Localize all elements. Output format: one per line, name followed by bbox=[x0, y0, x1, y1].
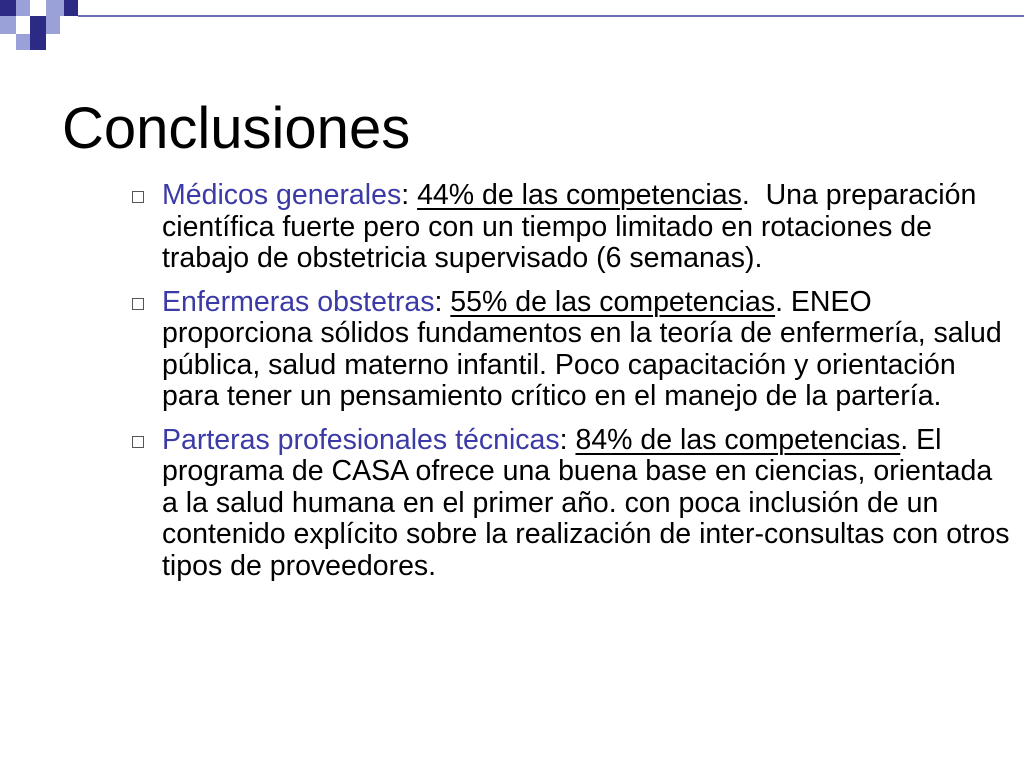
bullet-stat: 44% de las competencias bbox=[417, 179, 742, 211]
bullet-stat-end: . bbox=[741, 179, 750, 211]
bullet-enfermeras bbox=[130, 287, 1010, 413]
bullet-stat: 55% de las competencias bbox=[450, 285, 776, 318]
slide-title: Conclusiones bbox=[62, 96, 411, 161]
square-bullet-icon bbox=[132, 298, 144, 310]
bullet-text: Una preparación científica fuerte pero con un tiempo limitado en rotaciones de trabajo de obstetricia supervisado (6 semanas). bbox=[162, 179, 985, 274]
decor-square-4 bbox=[64, 0, 78, 16]
decor-square-2 bbox=[16, 0, 30, 16]
bullet-parteras bbox=[130, 425, 1010, 583]
decor-square-9 bbox=[30, 34, 46, 50]
bullet-label: Enfermeras obstetras bbox=[162, 285, 435, 318]
bullet-medicos bbox=[130, 180, 1010, 275]
decor-square-1 bbox=[0, 0, 16, 16]
decor-square-3 bbox=[46, 0, 64, 16]
bullet-stat: 84% de las competencias bbox=[575, 423, 901, 456]
decor-square-7 bbox=[46, 16, 60, 34]
square-bullet-icon bbox=[132, 191, 144, 203]
decor-square-6 bbox=[30, 16, 46, 34]
square-bullet-icon bbox=[132, 436, 144, 448]
bullet-stat-end: . bbox=[775, 285, 783, 318]
bullet-separator: : bbox=[559, 423, 576, 456]
decor-square-5 bbox=[0, 16, 16, 34]
decor-square-8 bbox=[16, 34, 30, 50]
bullet-text: ENEO proporciona sólidos fundamentos en la teoría de enfermería, salud pública, salud materno infantil. Poco capacitación y orientación para tener un pensamiento crítico en el manejo de la partería. bbox=[162, 285, 1002, 412]
bullet-stat-end: . bbox=[900, 423, 909, 456]
bullet-label: Médicos generales bbox=[162, 179, 402, 211]
bullet-text: El programa de CASA ofrece una buena base en ciencias, orientada a la salud humana en el primer año. con poca inclusión de un contenido explícito sobre la realización de inter-consultas con otros tipos de proveedores. bbox=[162, 423, 1010, 582]
bullet-label: Parteras profesionales técnicas bbox=[162, 423, 560, 456]
header-divider-line bbox=[78, 15, 1024, 17]
bullet-list bbox=[130, 180, 1010, 594]
bullet-separator: : bbox=[401, 179, 418, 211]
bullet-separator: : bbox=[434, 285, 451, 318]
